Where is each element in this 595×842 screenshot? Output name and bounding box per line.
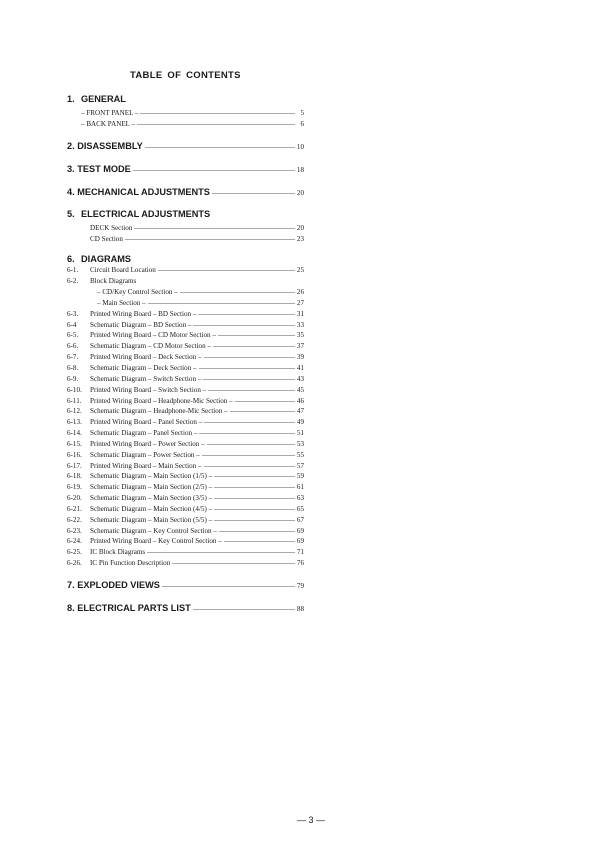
section-mechanical-adjustments: [67, 186, 304, 199]
entry-number: 6-17.: [67, 461, 82, 470]
entry-page: 25: [296, 266, 304, 275]
toc-entry[interactable]: [67, 309, 304, 320]
toc-entry-back-panel[interactable]: [67, 119, 304, 130]
entry-number: 6-5.: [67, 331, 79, 340]
toc-entry-disassembly[interactable]: [67, 140, 304, 153]
entry-page: 65: [296, 504, 304, 513]
toc-entry[interactable]: [67, 471, 304, 482]
entry-page: 88: [296, 605, 304, 613]
section-number: 5.: [67, 208, 75, 219]
entry-page: 57: [296, 461, 304, 470]
entry-number: 6-12.: [67, 407, 82, 416]
entry-number: 6-22.: [67, 515, 82, 524]
entry-number: 6-15.: [67, 439, 82, 448]
entry-page: 41: [296, 363, 304, 372]
entry-number: 6-8.: [67, 363, 79, 372]
toc-entry[interactable]: [67, 406, 304, 417]
entry-label: Printed Wiring Board – BD Section –: [90, 309, 197, 318]
entry-page: 5: [300, 109, 304, 117]
page-title: TABLE OF CONTENTS: [130, 70, 241, 81]
table-of-contents: [67, 94, 304, 625]
entry-number: 6-10.: [67, 385, 82, 394]
toc-entry[interactable]: [67, 276, 304, 287]
entry-label: 8. ELECTRICAL PARTS LIST: [67, 603, 191, 613]
entry-page: 10: [296, 142, 304, 151]
section-disassembly: [67, 140, 304, 153]
entry-label: Schematic Diagram – Power Section –: [90, 450, 200, 459]
entry-number: 6-23.: [67, 526, 82, 535]
entry-number: 6-26.: [67, 559, 82, 568]
entry-page: 53: [296, 439, 304, 448]
entry-label: IC Block Diagrams: [90, 548, 146, 557]
section-number: 6.: [67, 254, 75, 265]
toc-entry[interactable]: [67, 374, 304, 385]
entry-label: DECK Section: [90, 223, 133, 232]
entry-page: 33: [296, 320, 304, 329]
entry-label: Circuit Board Location: [90, 266, 156, 275]
entry-page: 67: [296, 515, 304, 524]
entry-page: 39: [296, 353, 304, 362]
section-number: 1.: [67, 94, 75, 104]
entry-page: 6: [300, 119, 304, 128]
entry-page: 43: [296, 374, 304, 383]
entry-number: 6-19.: [67, 483, 82, 492]
entry-label: Printed Wiring Board – Power Section –: [90, 439, 205, 448]
entry-page: 49: [296, 418, 304, 427]
toc-entry-mechanical-adjustments[interactable]: [67, 186, 304, 199]
toc-entry-deck-section[interactable]: [67, 223, 304, 234]
section-exploded-views: [67, 579, 304, 592]
entry-label: Schematic Diagram – Main Section (3/5) –: [90, 494, 213, 503]
toc-entry[interactable]: [67, 385, 304, 396]
entry-page: 55: [296, 450, 304, 459]
entry-number: 6-18.: [67, 472, 82, 481]
entry-label: Schematic Diagram – Main Section (1/5) –: [90, 472, 213, 481]
diagram-entry-list: [67, 265, 304, 569]
toc-entry[interactable]: [67, 526, 304, 537]
entry-number: 6-16.: [67, 450, 82, 459]
entry-label: Printed Wiring Board – CD Motor Section –: [90, 331, 216, 340]
entry-number: 6-13.: [67, 418, 82, 427]
entry-number: 6-24.: [67, 537, 82, 546]
toc-entry[interactable]: [67, 450, 304, 461]
entry-page: 20: [296, 188, 304, 197]
entry-page: 69: [296, 526, 304, 535]
entry-label: Printed Wiring Board – Deck Section –: [90, 353, 202, 362]
toc-entry[interactable]: [67, 547, 304, 558]
entry-page: 45: [296, 385, 304, 394]
entry-page: 47: [296, 407, 304, 416]
toc-entry[interactable]: [67, 330, 304, 341]
entry-label: – Main Section –: [97, 298, 146, 307]
entry-label: Schematic Diagram – Panel Section –: [90, 429, 198, 438]
entry-label: 2. DISASSEMBLY: [67, 140, 143, 151]
entry-page: 35: [296, 331, 304, 340]
entry-number: 6-2.: [67, 277, 79, 286]
toc-entry[interactable]: [67, 515, 304, 526]
toc-entry[interactable]: [67, 504, 304, 515]
toc-entry[interactable]: [67, 341, 304, 352]
entry-number: 6-4: [67, 320, 77, 329]
toc-entry[interactable]: [67, 363, 304, 374]
toc-entry[interactable]: [67, 461, 304, 472]
section-electrical-parts-list: [67, 602, 304, 615]
section-test-mode: [67, 163, 304, 176]
section-heading: [67, 94, 304, 105]
section-heading: [67, 209, 304, 220]
entry-number: 6-11.: [67, 396, 82, 405]
entry-label: Schematic Diagram – Main Section (4/5) –: [90, 504, 213, 513]
toc-entry[interactable]: [67, 352, 304, 363]
entry-label: Schematic Diagram – Switch Section –: [90, 374, 202, 383]
toc-entry[interactable]: [67, 558, 304, 569]
entry-number: 6-20.: [67, 494, 82, 503]
entry-number: 6-25.: [67, 548, 82, 557]
entry-page: 71: [296, 548, 304, 557]
entry-number: 6-9.: [67, 374, 79, 383]
entry-label: 3. TEST MODE: [67, 163, 131, 174]
entry-label: Printed Wiring Board – Key Control Section –: [90, 537, 222, 546]
section-heading: [67, 254, 304, 265]
entry-label: Printed Wiring Board – Headphone-Mic Section –: [90, 396, 233, 405]
toc-entry[interactable]: [67, 396, 304, 407]
entry-label: Schematic Diagram – CD Motor Section –: [90, 342, 211, 351]
entry-page: 76: [296, 559, 304, 568]
entry-page: 51: [296, 429, 304, 438]
entry-label: Schematic Diagram – Deck Section –: [90, 363, 197, 372]
entry-page: 18: [296, 165, 304, 174]
toc-entry[interactable]: [67, 287, 304, 298]
entry-page: 23: [296, 234, 304, 243]
page-number: — 3 —: [297, 815, 326, 825]
entry-label: Schematic Diagram – Main Section (5/5) –: [90, 515, 213, 524]
entry-label: – FRONT PANEL –: [81, 109, 139, 117]
toc-entry[interactable]: [67, 536, 304, 547]
toc-entry-front-panel[interactable]: [67, 108, 304, 119]
entry-label: – CD/Key Control Section –: [97, 288, 178, 297]
entry-page: 69: [296, 537, 304, 546]
entry-label: Schematic Diagram – Headphone-Mic Section –: [90, 407, 228, 416]
section-diagrams: [67, 254, 304, 569]
entry-label: Schematic Diagram – Main Section (2/5) –: [90, 483, 213, 492]
toc-entry[interactable]: [67, 482, 304, 493]
section-general: [67, 94, 304, 130]
toc-entry[interactable]: [67, 265, 304, 276]
entry-number: 6-21.: [67, 504, 82, 513]
entry-label: IC Pin Function Description: [90, 559, 171, 568]
entry-label: 7. EXPLODED VIEWS: [67, 580, 160, 590]
entry-page: 63: [296, 494, 304, 503]
entry-number: 6-1.: [67, 266, 79, 275]
toc-entry-test-mode[interactable]: [67, 163, 304, 176]
section-title: ELECTRICAL ADJUSTMENTS: [81, 208, 211, 219]
toc-entry-cd-section[interactable]: [67, 234, 304, 245]
entry-page: 79: [296, 582, 304, 590]
entry-number: 6-3.: [67, 309, 79, 318]
toc-entry[interactable]: [67, 493, 304, 504]
section-title: DIAGRAMS: [81, 254, 132, 265]
entry-label: Printed Wiring Board – Panel Section –: [90, 418, 203, 427]
entry-page: 20: [296, 223, 304, 232]
entry-label: Schematic Diagram – BD Section –: [90, 320, 192, 329]
toc-entry-electrical-parts-list[interactable]: [67, 602, 304, 615]
section-title: GENERAL: [81, 94, 126, 104]
entry-label: Block Diagrams: [90, 277, 137, 286]
toc-entry[interactable]: [67, 439, 304, 450]
entry-page: 27: [296, 298, 304, 307]
entry-number: 6-6.: [67, 342, 79, 351]
entry-page: 59: [296, 472, 304, 481]
toc-entry[interactable]: [67, 417, 304, 428]
entry-label: CD Section: [90, 234, 123, 243]
entry-number: 6-7.: [67, 353, 79, 362]
entry-page: 26: [296, 288, 304, 297]
entry-label: Printed Wiring Board – Switch Section –: [90, 385, 207, 394]
toc-entry[interactable]: [67, 320, 304, 331]
entry-label: Printed Wiring Board – Main Section –: [90, 461, 202, 470]
entry-label: – BACK PANEL –: [81, 119, 136, 128]
toc-entry[interactable]: [67, 428, 304, 439]
entry-page: 61: [296, 483, 304, 492]
entry-page: 31: [296, 309, 304, 318]
entry-number: 6-14.: [67, 429, 82, 438]
toc-entry[interactable]: [67, 298, 304, 309]
entry-page: 37: [296, 342, 304, 351]
entry-label: 4. MECHANICAL ADJUSTMENTS: [67, 186, 210, 197]
toc-entry-exploded-views[interactable]: [67, 579, 304, 592]
entry-page: 46: [296, 396, 304, 405]
section-electrical-adjustments: [67, 209, 304, 245]
entry-label: Schematic Diagram – Key Control Section –: [90, 526, 217, 535]
